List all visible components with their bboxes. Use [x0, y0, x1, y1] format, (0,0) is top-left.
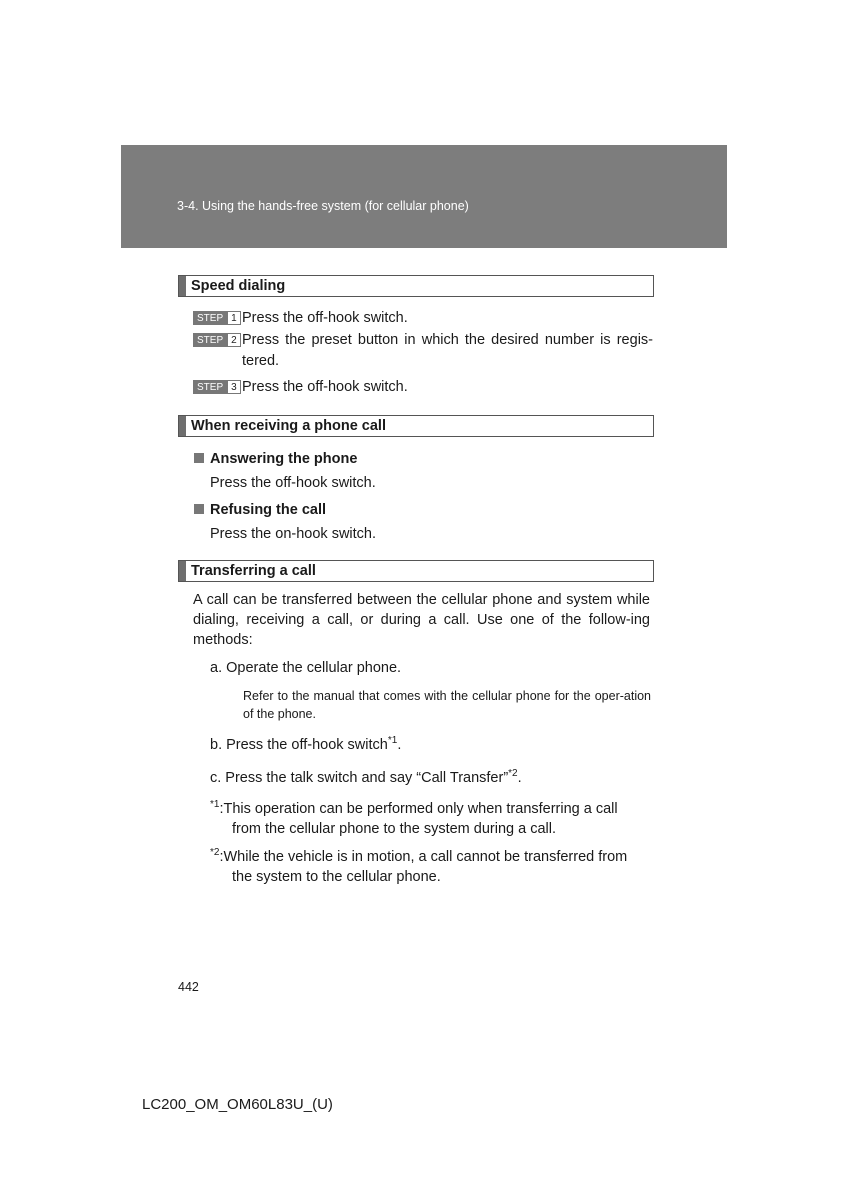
step-2: [193, 330, 653, 372]
document-code: LC200_OM_OM60L83U_(U): [142, 1096, 333, 1113]
option-b: b. Press the off-hook switch$^{*1}$.: [210, 735, 402, 753]
option-a-note: Refer to the manual that comes with the cellular phone for the oper-ation of the phone.: [243, 689, 651, 721]
square-bullet-icon: [194, 504, 204, 514]
section-header-bar: [179, 416, 186, 436]
footnote-1: $^{*1}$:This operation can be performed only when transferring a call from the cellular phone to the system during a call.: [210, 799, 618, 837]
step-text: Press the off-hook switch.: [242, 310, 408, 326]
section-title: Speed dialing: [191, 278, 286, 294]
step-badge: STEP 2: [193, 333, 241, 347]
option-c: c. Press the talk switch and say “Call Transfer”$^{*2}$.: [210, 768, 522, 786]
square-bullet-icon: [194, 453, 204, 463]
option-a: a. Operate the cellular phone.: [210, 660, 402, 676]
answering-text: Press the off-hook switch.: [210, 475, 376, 491]
step-text: Press the off-hook switch.: [242, 379, 408, 395]
section-header-bar: [179, 276, 186, 296]
transfer-intro: A call can be transferred between the cellular phone and system while dialing, receiving a call, or during a call. Use one of the follow-ing methods:: [193, 592, 650, 648]
refusing-text: Press the on-hook switch.: [210, 526, 377, 542]
section-header-bar: [179, 561, 186, 581]
footnote-mark: *2: [508, 768, 518, 779]
step-3: [193, 377, 653, 398]
chapter-header-band: [121, 145, 727, 248]
step-1: [193, 308, 653, 329]
answering-heading: Answering the phone: [194, 451, 357, 467]
section-header-speed-dialing: [178, 275, 654, 297]
step-badge: STEP 1: [193, 311, 241, 325]
refusing-heading: Refusing the call: [194, 502, 326, 518]
section-header-transferring: [178, 560, 654, 582]
section-title: Transferring a call: [191, 563, 316, 579]
step-text: Press the preset button in which the desired number is regis-tered.: [242, 332, 653, 369]
section-title: When receiving a phone call: [191, 418, 386, 434]
step-badge: STEP 3: [193, 380, 241, 394]
breadcrumb: 3-4. Using the hands-free system (for cellular phone): [177, 199, 469, 213]
page-number: 442: [178, 980, 199, 994]
footnote-mark: *1: [387, 735, 398, 746]
section-header-receiving: [178, 415, 654, 437]
footnote-2: $^{*2}$:While the vehicle is in motion, a call cannot be transferred from the system to the cellular phone.: [210, 847, 628, 885]
